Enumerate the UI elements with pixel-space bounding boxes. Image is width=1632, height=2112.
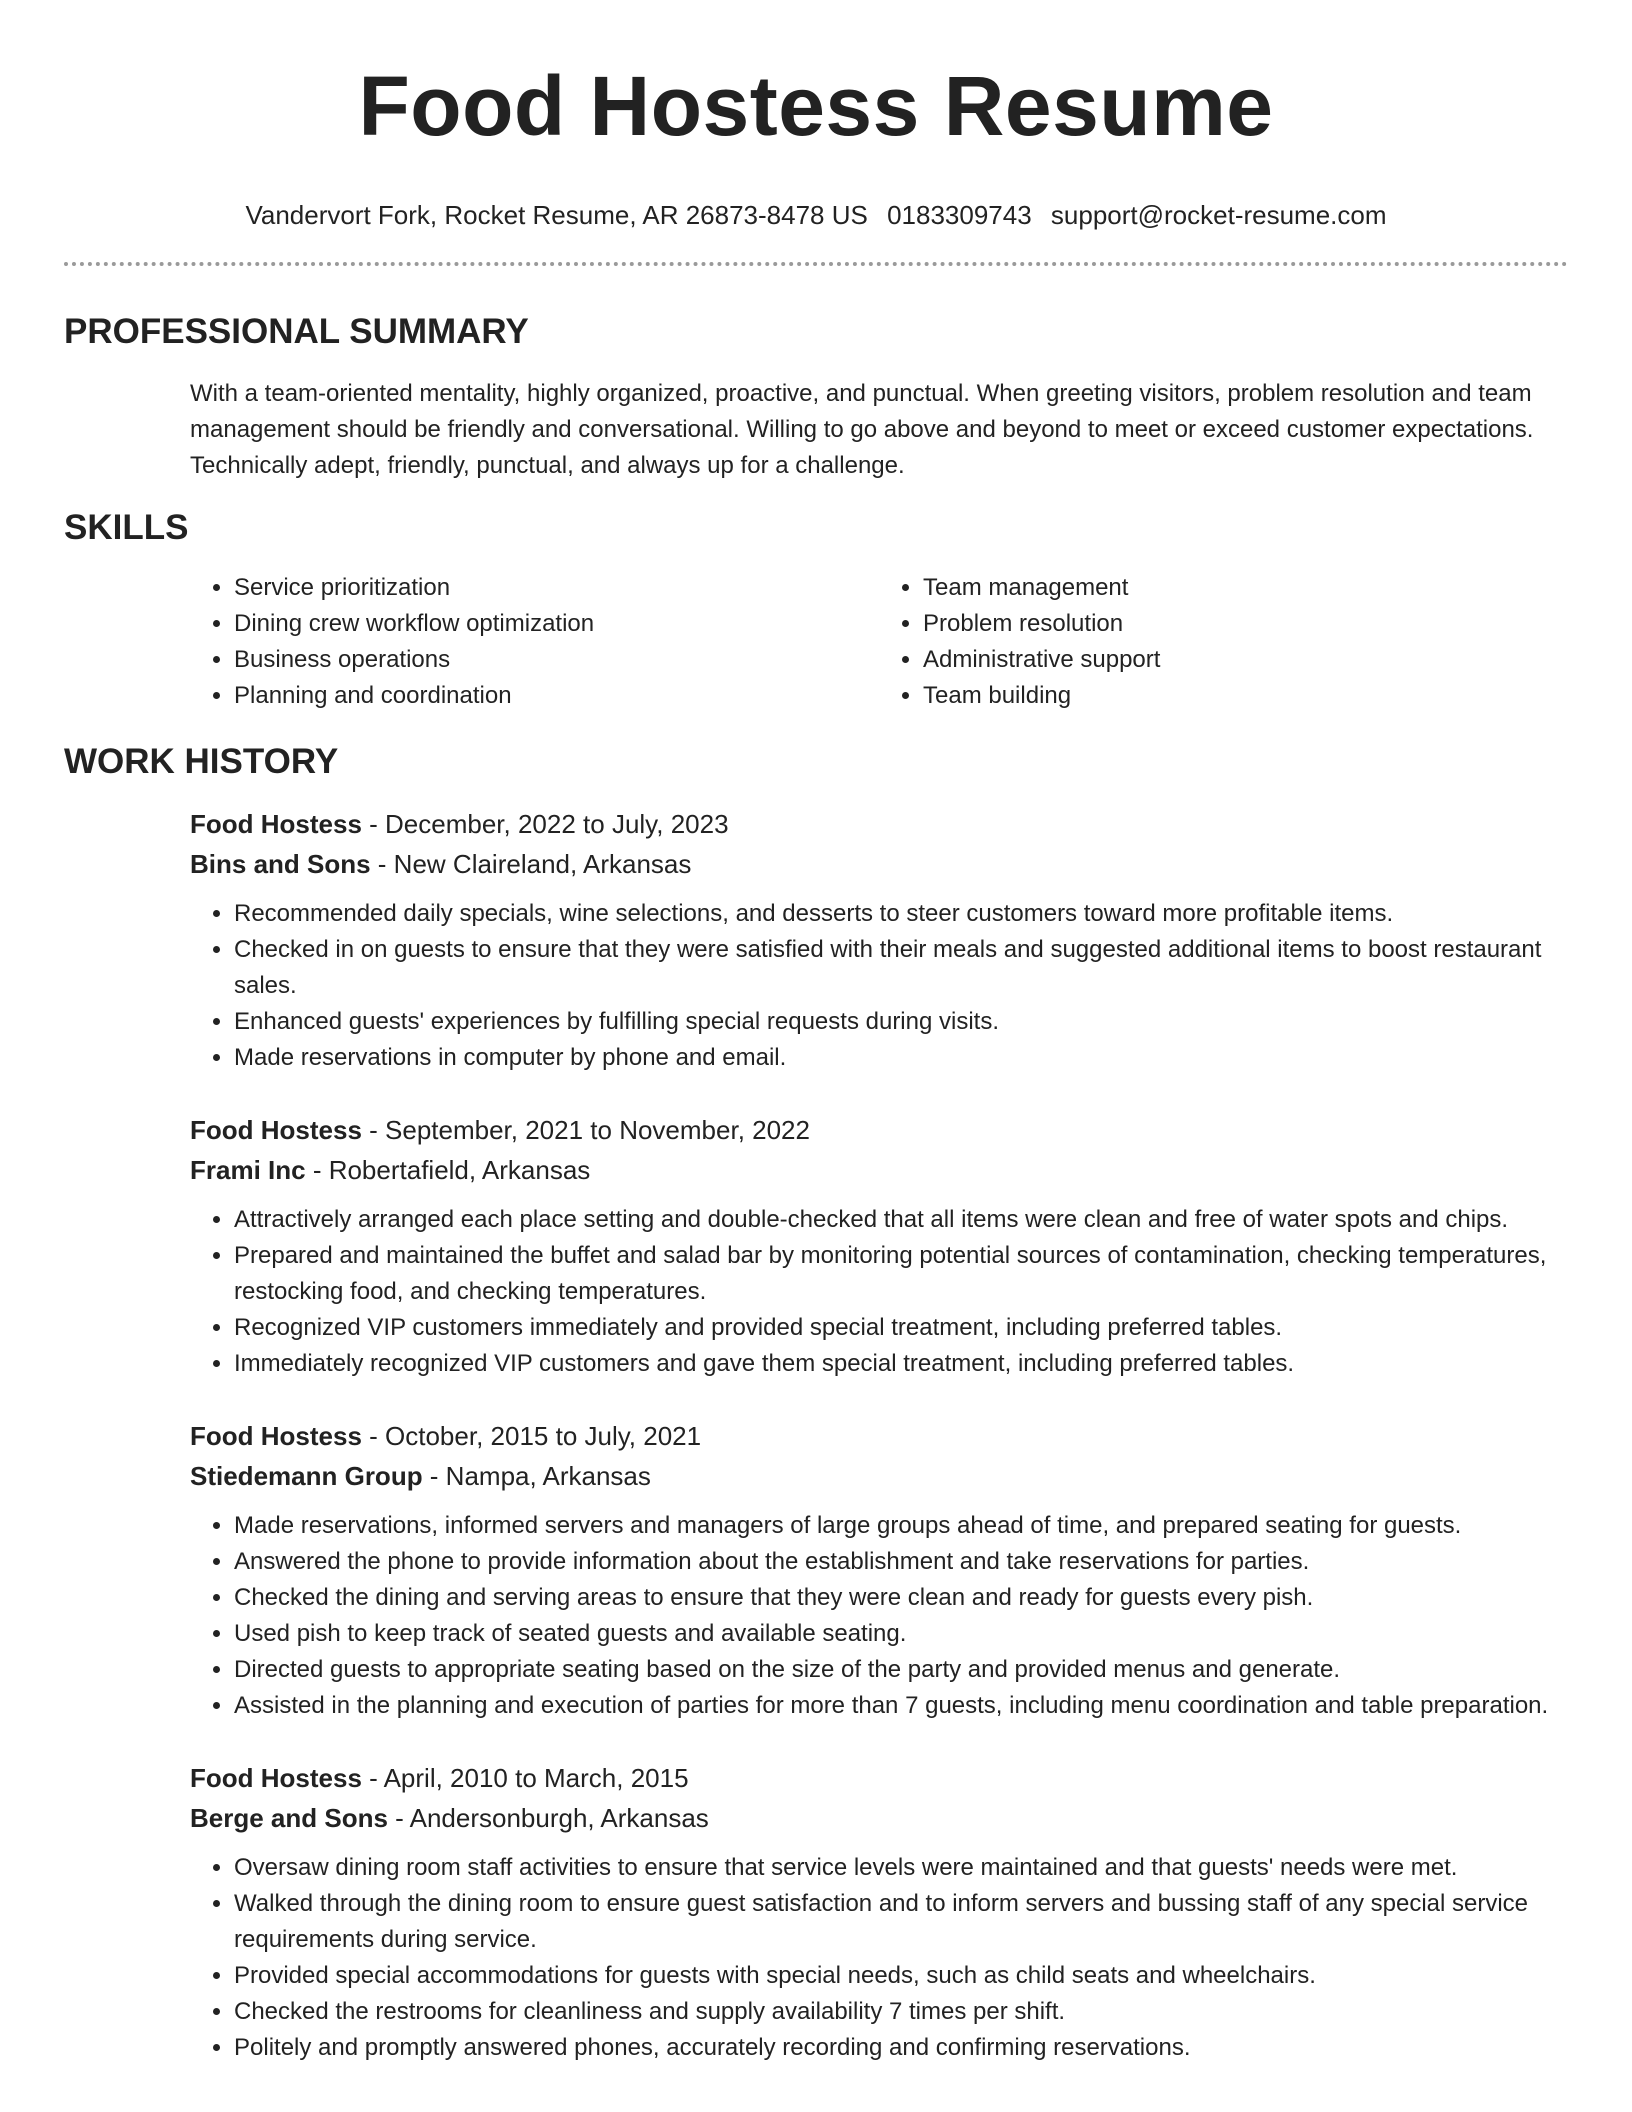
job-bullets (190, 1850, 1568, 2066)
job-title-line (190, 1758, 1568, 1798)
job-bullet: • Checked the restrooms for cleanliness and supply availability 7 times per shift. (234, 1994, 1568, 2030)
job-bullets (190, 1508, 1568, 1724)
job-entry (190, 1416, 1568, 1724)
job-company: Frami Inc (190, 1155, 306, 1185)
job-bullet: • Oversaw dining room staff activities to ensure that service levels were maintained and that guests' needs were met. (234, 1850, 1568, 1886)
job-role: Food Hostess (190, 809, 362, 839)
job-bullet: • Used pish to keep track of seated guests and available seating. (234, 1616, 1568, 1652)
job-company: Berge and Sons (190, 1803, 388, 1833)
skills-list-right (879, 570, 1568, 714)
job-company-line (190, 844, 1568, 884)
job-bullet: • Directed guests to appropriate seating based on the size of the party and provided menus and generate. (234, 1652, 1568, 1688)
contact-address: Vandervort Fork, Rocket Resume, AR 26873-8478 US (245, 200, 868, 230)
skill-item: • Problem resolution (923, 606, 1568, 642)
job-bullet: • Assisted in the planning and execution of parties for more than 7 guests, including menu coordination and table preparation. (234, 1688, 1568, 1724)
job-bullet: • Made reservations, informed servers and managers of large groups ahead of time, and prepared seating for guests. (234, 1508, 1568, 1544)
job-bullet: • Provided special accommodations for guests with special needs, such as child seats and wheelchairs. (234, 1958, 1568, 1994)
skill-item: • Administrative support (923, 642, 1568, 678)
work-history-heading: WORK HISTORY (64, 742, 339, 781)
job-title-line (190, 804, 1568, 844)
job-bullet: • Attractively arranged each place setting and double-checked that all items were clean and free of water spots and chips. (234, 1202, 1568, 1238)
skill-item: • Team management (923, 570, 1568, 606)
job-entry (190, 1758, 1568, 2066)
job-location: - New Claireland, Arkansas (370, 849, 692, 879)
job-role: Food Hostess (190, 1115, 362, 1145)
job-entry (190, 804, 1568, 1076)
job-bullet: • Prepared and maintained the buffet and salad bar by monitoring potential sources of contamination, checking temperatures, restocking food, and checking temperatures. (234, 1238, 1568, 1310)
job-dates: - April, 2010 to March, 2015 (361, 1763, 689, 1793)
job-location: - Robertafield, Arkansas (305, 1155, 591, 1185)
job-company-line (190, 1456, 1568, 1496)
job-entry (190, 1110, 1568, 1382)
job-title-line (190, 1416, 1568, 1456)
summary-section (64, 310, 1568, 484)
job-dates: - September, 2021 to November, 2022 (361, 1115, 810, 1145)
job-bullet: • Immediately recognized VIP customers and gave them special treatment, including preferred tables. (234, 1346, 1568, 1382)
job-bullet: • Enhanced guests' experiences by fulfilling special requests during visits. (234, 1004, 1568, 1040)
job-role: Food Hostess (190, 1421, 362, 1451)
skill-item: • Team building (923, 678, 1568, 714)
skills-heading: SKILLS (64, 508, 189, 547)
skill-item: • Dining crew workflow optimization (234, 606, 879, 642)
job-bullet: • Politely and promptly answered phones, accurately recording and confirming reservations. (234, 2030, 1568, 2066)
job-role: Food Hostess (190, 1763, 362, 1793)
job-bullet: • Checked the dining and serving areas to ensure that they were clean and ready for guests every pish. (234, 1580, 1568, 1616)
contact-phone: 0183309743 (887, 200, 1032, 230)
job-bullets (190, 896, 1568, 1076)
job-bullet: • Answered the phone to provide information about the establishment and take reservations for parties. (234, 1544, 1568, 1580)
job-location: - Nampa, Arkansas (422, 1461, 651, 1491)
job-company: Bins and Sons (190, 849, 371, 879)
skills-section (64, 506, 1568, 714)
skills-list-left (190, 570, 879, 714)
resume-title: Food Hostess Resume (358, 59, 1274, 153)
job-bullet: • Checked in on guests to ensure that they were satisfied with their meals and suggested additional items to boost restaurant sales. (234, 932, 1568, 1004)
job-title-line (190, 1110, 1568, 1150)
contact-email[interactable]: support@rocket-resume.com (1050, 200, 1387, 230)
summary-heading: PROFESSIONAL SUMMARY (64, 312, 529, 351)
job-company: Stiedemann Group (190, 1461, 423, 1491)
skill-item: • Planning and coordination (234, 678, 879, 714)
job-bullet: • Recognized VIP customers immediately and provided special treatment, including preferred tables. (234, 1310, 1568, 1346)
work-history-section (64, 740, 1568, 2066)
job-location: - Andersonburgh, Arkansas (387, 1803, 709, 1833)
job-dates: - October, 2015 to July, 2021 (361, 1421, 702, 1451)
job-bullet: • Made reservations in computer by phone and email. (234, 1040, 1568, 1076)
job-company-line (190, 1798, 1568, 1838)
skill-item: • Service prioritization (234, 570, 879, 606)
summary-text: With a team-oriented mentality, highly organized, proactive, and punctual. When greeting visitors, problem resolution and team management should be friendly and conversational. Willing to go above and beyond to meet or exceed customer expectations. Technically adept, friendly, punctual, and always up for a challenge. (190, 380, 1534, 479)
job-bullet: • Walked through the dining room to ensure guest satisfaction and to inform servers and bussing staff of any special service requirements during service. (234, 1886, 1568, 1958)
job-bullet: • Recommended daily specials, wine selections, and desserts to steer customers toward more profitable items. (234, 896, 1568, 932)
job-bullets (190, 1202, 1568, 1382)
job-dates: - December, 2022 to July, 2023 (361, 809, 729, 839)
header-divider (64, 262, 1568, 266)
skills-grid (190, 570, 1568, 714)
skill-item: • Business operations (234, 642, 879, 678)
job-company-line (190, 1150, 1568, 1190)
contact-line (64, 198, 1568, 232)
job-list (190, 804, 1568, 2066)
